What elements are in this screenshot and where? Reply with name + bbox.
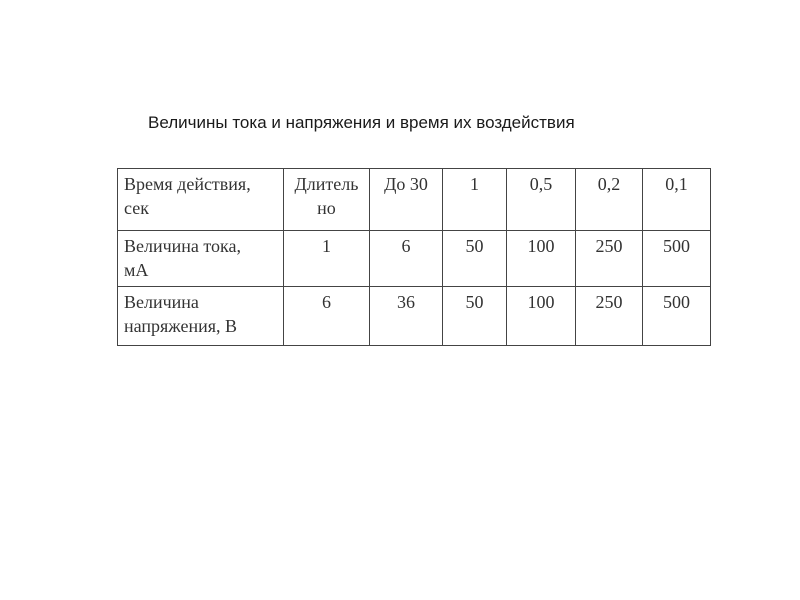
table-cell (443, 231, 507, 287)
row-header-line: Величина (124, 292, 199, 312)
cell-line: 250 (595, 236, 623, 256)
cell-line: 6 (401, 236, 411, 256)
table-cell (643, 287, 711, 346)
cell-line: 50 (465, 236, 484, 256)
cell-line: 1 (322, 236, 331, 256)
row-header-cell (118, 287, 284, 346)
cell-line: 0,5 (529, 174, 553, 194)
row-header-line: мА (124, 260, 149, 280)
data-table (117, 168, 711, 346)
cell-line: 0,1 (665, 174, 688, 194)
cell-line: 50 (465, 292, 484, 312)
table-cell (576, 231, 643, 287)
row-header-line: напряжения, В (124, 316, 238, 336)
table-body (118, 169, 711, 346)
table-row (118, 169, 711, 231)
table-row (118, 231, 711, 287)
cell-line: 0,2 (597, 174, 621, 194)
table-cell (370, 287, 443, 346)
table-cell (443, 287, 507, 346)
table-cell (576, 287, 643, 346)
row-header-cell (118, 169, 284, 231)
cell-line: 500 (663, 236, 690, 256)
cell-line: 500 (663, 292, 690, 312)
cell-line: 1 (470, 174, 479, 194)
table-cell (284, 169, 370, 231)
table-cell (507, 231, 576, 287)
row-header-cell (118, 231, 284, 287)
page-title: Величины тока и напряжения и время их воздействия (148, 113, 575, 132)
table-cell (370, 169, 443, 231)
table-cell (370, 231, 443, 287)
table-row (118, 287, 711, 346)
row-header-line: сек (124, 198, 149, 218)
table-cell (576, 169, 643, 231)
cell-line: 250 (595, 292, 623, 312)
cell-line: 100 (527, 236, 555, 256)
cell-line: Длитель (294, 174, 359, 194)
cell-line: 6 (322, 292, 331, 312)
table-cell (284, 287, 370, 346)
cell-line: но (317, 198, 336, 218)
table-cell (443, 169, 507, 231)
cell-line: 100 (527, 292, 555, 312)
cell-line: 36 (397, 292, 415, 312)
row-header-line: Величина тока, (124, 236, 242, 256)
table-cell (284, 231, 370, 287)
row-header-line: Время действия, (124, 174, 251, 194)
table-cell (507, 287, 576, 346)
table-cell (507, 169, 576, 231)
cell-line: До 30 (384, 174, 428, 194)
table-cell (643, 169, 711, 231)
table-cell (643, 231, 711, 287)
